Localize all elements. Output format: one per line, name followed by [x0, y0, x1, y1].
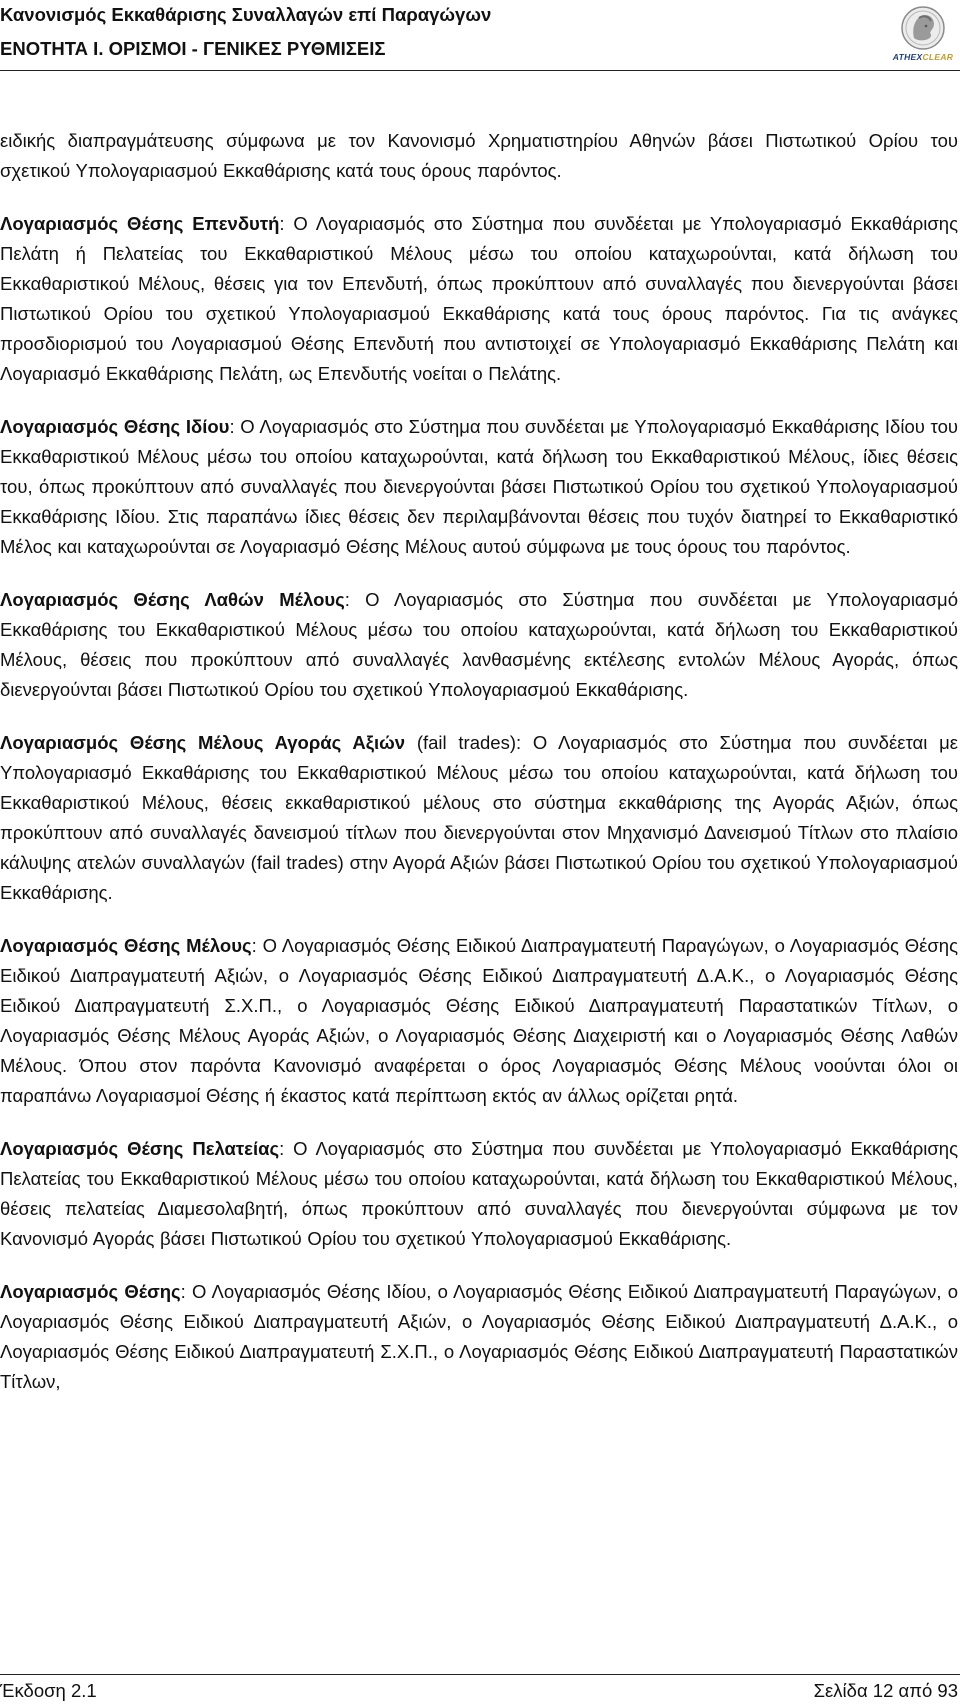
logo-wordmark: ATHEXCLEAR — [892, 52, 954, 62]
edition-label: Έκδοση 2.1 — [0, 1680, 97, 1701]
definition-paragraph — [0, 931, 958, 1111]
defined-term: Λογαριασμός Θέσης Μέλους — [0, 935, 252, 956]
paragraph-text: ειδικής διαπραγμάτευσης σύμφωνα με τον Κανονισμό Χρηματιστηρίου Αθηνών βάσει Πιστωτικού Ορίου του σχετικού Υπολογαριασμού Εκκαθάρισης κατά τους όρους παρόντος. — [0, 130, 958, 181]
athena-head-icon — [890, 4, 956, 54]
defined-term: Λογαριασμός Θέσης Επενδυτή — [0, 213, 280, 234]
document-title: Κανονισμός Εκκαθάρισης Συναλλαγών επί Παραγώγων — [0, 4, 492, 25]
definition-paragraph — [0, 412, 958, 562]
definition-paragraph — [0, 585, 958, 705]
definition-text: : Ο Λογαριασμός Θέσης Ειδικού Διαπραγματευτή Παραγώγων, ο Λογαριασμός Θέσης Ειδικού Διαπραγματευτή Αξιών, ο Λογαριασμός Θέσης Ειδικού Διαπραγματευτή Δ.Α.Κ., ο Λογαριασμός Θέσης Ειδικού Διαπραγματευτή Σ.Χ.Π., ο Λογαριασμός Θέσης Ειδικού Διαπραγματευτή Παραστατικών Τίτλων, ο Λογαριασμός Θέσης Μέλους Αγοράς Αξιών, ο Λογαριασμός Θέσης Διαχειριστή και ο Λογαριασμός Θέσης Λαθών Μέλους. Όπου στον παρόντα Κανονισμό αναφέρεται ο όρος Λογαριασμός Θέσης Μέλους νοούνται όλοι οι παραπάνω Λογαριασμοί Θέσης ή έκαστος κατά περίπτωση εκτός αν άλλως ορίζεται ρητά. — [0, 935, 958, 1106]
definition-text: : Ο Λογαριασμός στο Σύστημα που συνδέεται με Υπολογαριασμό Εκκαθάρισης του Εκκαθαριστικού Μέλους μέσω του οποίου καταχωρούνται, κατά δήλωση του Εκκαθαριστικού Μέλους, θέσεις που προκύπτουν από συναλλαγές λανθασμένης εκτέλεσης εντολών Μέλους Αγοράς, όπως διενεργούνται βάσει Πιστωτικού Ορίου του σχετικού Υπολογαριασμού Εκκαθάρισης. — [0, 589, 958, 700]
page-number: Σελίδα 12 από 93 — [813, 1680, 958, 1701]
definition-paragraph — [0, 728, 958, 908]
header-divider — [0, 70, 960, 71]
defined-term: Λογαριασμός Θέσης Πελατείας — [0, 1138, 280, 1159]
definition-text: : Ο Λογαριασμός στο Σύστημα που συνδέεται με Υπολογαριασμό Εκκαθάρισης Ιδίου του Εκκαθαριστικού Μέλους μέσω του οποίου καταχωρούνται, κατά δήλωση του Εκκαθαριστικού Μέλους, ίδιες θέσεις του, όπως προκύπτουν από συναλλαγές που διενεργούνται βάσει Πιστωτικού Ορίου του σχετικού Υπολογαριασμού Εκκαθάρισης Ιδίου. Στις παραπάνω ίδιες θέσεις δεν περιλαμβάνονται θέσεις που τυχόν διατηρεί το Εκκαθαριστικό Μέλος και καταχωρούνται σε Λογαριασμό Θέσης Μέλους αυτού σύμφωνα με τους όρους του παρόντος. — [0, 416, 958, 557]
definition-text: : Ο Λογαριασμός στο Σύστημα που συνδέεται με Υπολογαριασμό Εκκαθάρισης Πελατείας του Εκκαθαριστικού Μέλους μέσω του οποίου καταχωρούνται, κατά δήλωση του Εκκαθαριστικού Μέλους, θέσεις πελατείας Διαμεσολαβητή, όπως προκύπτουν από συναλλαγές που διενεργούνται σύμφωνα με τον Κανονισμό Αγοράς βάσει Πιστωτικού Ορίου του σχετικού Υπολογαριασμού Εκκαθάρισης. — [0, 1138, 958, 1249]
defined-term: Λογαριασμός Θέσης Λαθών Μέλους — [0, 589, 345, 610]
document-body — [0, 126, 958, 1420]
definition-text: (fail trades): Ο Λογαριασμός στο Σύστημα που συνδέεται με Υπολογαριασμό Εκκαθάρισης του Εκκαθαριστικού Μέλους μέσω του οποίου καταχωρούνται, κατά δήλωση του Εκκαθαριστικού Μέλους, θέσεις εκκαθαριστικού μέλους στο σύστημα εκκαθάρισης της Αγοράς Αξιών, όπως προκύπτουν από συναλλαγές δανεισμού τίτλων που διενεργούνται στον Μηχανισμό Δανεισμού Τίτλων στο πλαίσιο κάλυψης ατελών συναλλαγών (fail trades) στην Αγορά Αξιών βάσει Πιστωτικού Ορίου του σχετικού Υπολογαριασμού Εκκαθάρισης. — [0, 732, 958, 903]
defined-term: Λογαριασμός Θέσης Ιδίου — [0, 416, 230, 437]
definition-text: : Ο Λογαριασμός Θέσης Ιδίου, ο Λογαριασμός Θέσης Ειδικού Διαπραγματευτή Παραγώγων, ο Λογαριασμός Θέσης Ειδικού Διαπραγματευτή Αξιών, ο Λογαριασμός Θέσης Ειδικού Διαπραγματευτή Δ.Α.Κ., ο Λογαριασμός Θέσης Ειδικού Διαπραγματευτή Σ.Χ.Π., ο Λογαριασμός Θέσης Ειδικού Διαπραγματευτή Παραστατικών Τίτλων, — [0, 1281, 959, 1392]
section-title: ΕΝΟΤΗΤΑ Ι. ΟΡΙΣΜΟΙ - ΓΕΝΙΚΕΣ ΡΥΘΜΙΣΕΙΣ — [0, 38, 386, 59]
definition-paragraph — [0, 1277, 958, 1397]
page-header — [0, 0, 960, 74]
footer-divider — [0, 1674, 960, 1675]
definition-text: : Ο Λογαριασμός στο Σύστημα που συνδέεται με Υπολογαριασμό Εκκαθάρισης Πελάτη ή Πελατείας του Εκκαθαριστικού Μέλους μέσω του οποίου καταχωρούνται, κατά δήλωση του Εκκαθαριστικού Μέλους, θέσεις για τον Επενδυτή, όπως προκύπτουν από συναλλαγές που διενεργούνται βάσει Πιστωτικού Ορίου του σχετικού Υπολογαριασμού Εκκαθάρισης κατά τους όρους παρόντος. Για τις ανάγκες προσδιορισμού του Λογαριασμού Θέσης Επενδυτή που αντιστοιχεί σε Υπολογαριασμό Εκκαθάρισης Πελάτη και Λογαριασμό Εκκαθάρισης Πελάτη, ως Επενδυτής νοείται ο Πελάτης. — [0, 213, 958, 384]
paragraph — [0, 126, 958, 186]
definition-paragraph — [0, 1134, 958, 1254]
definition-paragraph — [0, 209, 958, 389]
defined-term: Λογαριασμός Θέσης — [0, 1281, 181, 1302]
defined-term: Λογαριασμός Θέσης Μέλους Αγοράς Αξιών — [0, 732, 406, 753]
athexclear-logo — [890, 4, 956, 68]
